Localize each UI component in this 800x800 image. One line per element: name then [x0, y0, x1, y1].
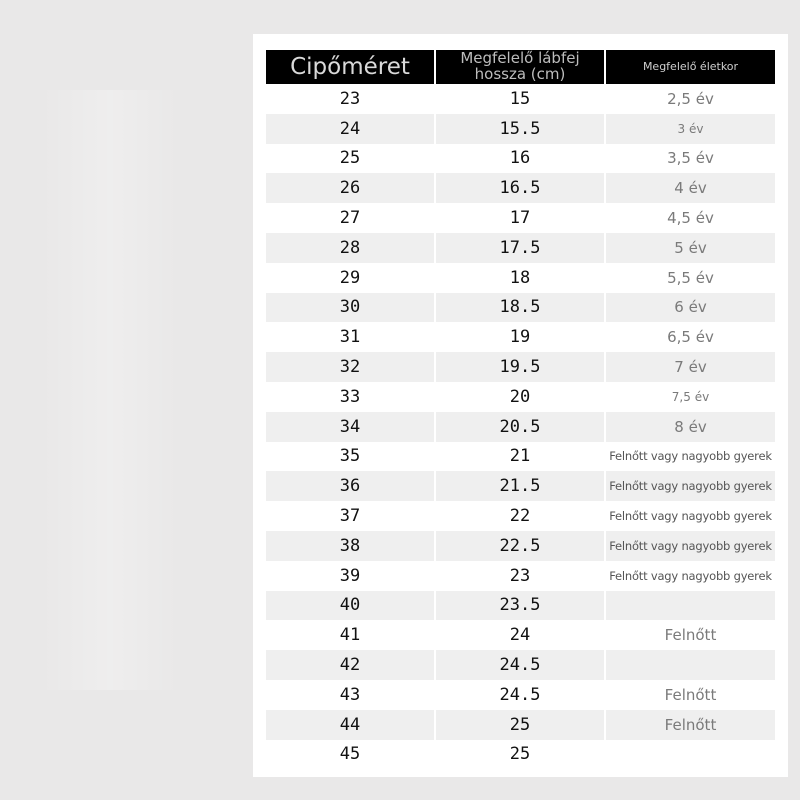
cell-foot-length: 24.5: [435, 680, 605, 710]
cell-age: [605, 591, 775, 621]
cell-shoe-size: 34: [266, 412, 435, 442]
cell-age: Felnőtt vagy nagyobb gyerek: [605, 471, 775, 501]
cell-age: 5,5 év: [605, 263, 775, 293]
table-row: [266, 203, 775, 233]
cell-shoe-size: 39: [266, 561, 435, 591]
table-row: [266, 233, 775, 263]
cell-age: Felnőtt: [605, 620, 775, 650]
cell-foot-length: 25: [435, 740, 605, 770]
cell-foot-length: 23: [435, 561, 605, 591]
cell-age: [605, 650, 775, 680]
cell-age: 7 év: [605, 352, 775, 382]
cell-foot-length: 15.5: [435, 114, 605, 144]
cell-foot-length: 25: [435, 710, 605, 740]
cell-age: 3 év: [605, 114, 775, 144]
table-row: [266, 740, 775, 770]
table-row: [266, 84, 775, 114]
cell-foot-length: 15: [435, 84, 605, 114]
cell-age: 4,5 év: [605, 203, 775, 233]
cell-age: [605, 740, 775, 770]
cell-foot-length: 21.5: [435, 471, 605, 501]
cell-foot-length: 18.5: [435, 293, 605, 323]
table-row: [266, 322, 775, 352]
cell-foot-length: 21: [435, 442, 605, 472]
cell-foot-length: 20: [435, 382, 605, 412]
shoe-size-table: [266, 50, 775, 769]
cell-foot-length: 18: [435, 263, 605, 293]
table-row: [266, 144, 775, 174]
cell-age: Felnőtt: [605, 680, 775, 710]
cell-age: 7,5 év: [605, 382, 775, 412]
cell-foot-length: 17.5: [435, 233, 605, 263]
cell-shoe-size: 40: [266, 591, 435, 621]
cell-age: 2,5 év: [605, 84, 775, 114]
cell-shoe-size: 44: [266, 710, 435, 740]
table-row: [266, 501, 775, 531]
cell-shoe-size: 23: [266, 84, 435, 114]
cell-foot-length: 19: [435, 322, 605, 352]
cell-age: Felnőtt vagy nagyobb gyerek: [605, 561, 775, 591]
cell-age: Felnőtt vagy nagyobb gyerek: [605, 531, 775, 561]
cell-shoe-size: 33: [266, 382, 435, 412]
cell-age: 4 év: [605, 173, 775, 203]
table-row: [266, 442, 775, 472]
table-row: [266, 650, 775, 680]
cell-shoe-size: 35: [266, 442, 435, 472]
cell-foot-length: 23.5: [435, 591, 605, 621]
cell-foot-length: 22: [435, 501, 605, 531]
cell-age: 6,5 év: [605, 322, 775, 352]
cell-foot-length: 17: [435, 203, 605, 233]
cell-foot-length: 24.5: [435, 650, 605, 680]
cell-age: 3,5 év: [605, 144, 775, 174]
cell-age: 6 év: [605, 293, 775, 323]
table-row: [266, 620, 775, 650]
cell-foot-length: 16: [435, 144, 605, 174]
table-header-row: [266, 50, 775, 84]
cell-shoe-size: 30: [266, 293, 435, 323]
table-row: [266, 680, 775, 710]
cell-foot-length: 22.5: [435, 531, 605, 561]
table-row: [266, 293, 775, 323]
cell-age: 8 év: [605, 412, 775, 442]
cell-shoe-size: 43: [266, 680, 435, 710]
cell-shoe-size: 29: [266, 263, 435, 293]
cell-shoe-size: 45: [266, 740, 435, 770]
background-shade: [40, 90, 180, 690]
table-row: [266, 412, 775, 442]
cell-shoe-size: 38: [266, 531, 435, 561]
cell-age: Felnőtt vagy nagyobb gyerek: [605, 442, 775, 472]
cell-shoe-size: 36: [266, 471, 435, 501]
cell-foot-length: 19.5: [435, 352, 605, 382]
cell-foot-length: 20.5: [435, 412, 605, 442]
cell-shoe-size: 37: [266, 501, 435, 531]
table-row: [266, 173, 775, 203]
cell-age: Felnőtt vagy nagyobb gyerek: [605, 501, 775, 531]
cell-age: 5 év: [605, 233, 775, 263]
cell-shoe-size: 31: [266, 322, 435, 352]
cell-shoe-size: 26: [266, 173, 435, 203]
cell-shoe-size: 42: [266, 650, 435, 680]
cell-shoe-size: 25: [266, 144, 435, 174]
table-row: [266, 471, 775, 501]
cell-shoe-size: 32: [266, 352, 435, 382]
table-row: [266, 561, 775, 591]
cell-foot-length: 16.5: [435, 173, 605, 203]
table-row: [266, 591, 775, 621]
header-age: Megfelelő életkor: [605, 50, 775, 84]
cell-shoe-size: 28: [266, 233, 435, 263]
cell-foot-length: 24: [435, 620, 605, 650]
table-row: [266, 531, 775, 561]
cell-shoe-size: 24: [266, 114, 435, 144]
table-row: [266, 114, 775, 144]
table-row: [266, 352, 775, 382]
cell-shoe-size: 41: [266, 620, 435, 650]
header-shoe-size: Cipőméret: [266, 50, 435, 84]
cell-age: Felnőtt: [605, 710, 775, 740]
table-row: [266, 382, 775, 412]
header-foot-length: Megfelelő lábfej hossza (cm): [435, 50, 605, 84]
table-row: [266, 263, 775, 293]
table-row: [266, 710, 775, 740]
cell-shoe-size: 27: [266, 203, 435, 233]
